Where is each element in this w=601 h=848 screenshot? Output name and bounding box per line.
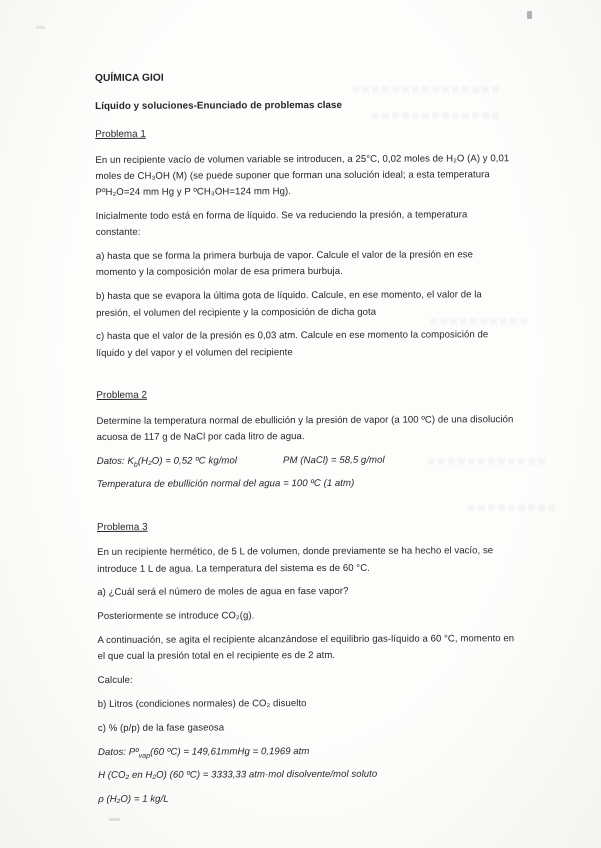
problema-3-heading: Problema 3 bbox=[96, 521, 148, 533]
p3-continuacion: A continuación, se agita el recipiente alcanzándose el equilibrio gas-líquido a 60 °C, momento en el que cual la presión total en el recipiente es de 2 atm. bbox=[97, 633, 515, 663]
p3-intro: En un recipiente hermético, de 5 L de volumen, donde previamente se ha hecho el vacío, se introduce 1 L de agua. La temperatura del sistema es de 60 °C. bbox=[97, 545, 494, 575]
section-problema-2 bbox=[96, 386, 513, 494]
p3-datos-line bbox=[98, 743, 515, 761]
p1-item-b: b) hasta que se evapora la última gota de líquido. Calcule, en ese momento, el valor de la presión, el volumen del recipiente y la composición de dicha gota bbox=[95, 289, 482, 319]
doc-title: QUÍMICA GIOI bbox=[95, 72, 164, 84]
p3-datos-densidad: ρ (H₂O) = 1 kg/L bbox=[98, 793, 169, 806]
problema-1-heading: Problema 1 bbox=[95, 128, 146, 140]
page-content bbox=[95, 68, 515, 816]
p2-datos-line bbox=[97, 452, 514, 470]
p3-datos-pvap-rest: (60 ºC) = 149,61mmHg = 0,1969 atm bbox=[150, 745, 310, 758]
p3-item-b: b) Litros (condiciones normales) de CO₂ disuelto bbox=[97, 698, 307, 710]
section-problema-3 bbox=[97, 518, 515, 809]
p3-posteriormente: Posteriormente se introduce CO₂(g). bbox=[97, 610, 255, 623]
scan-artifact bbox=[36, 26, 45, 29]
p3-calcule: Calcule: bbox=[97, 674, 133, 687]
p3-item-c: c) % (p/p) de la fase gaseosa bbox=[97, 722, 225, 734]
p1-item-a: a) hasta que se forma la primera burbuja de vapor. Calcule el valor de la presión en ese momento y la composición molar de esa primera burbuja. bbox=[95, 249, 474, 279]
p1-constante: Inicialmente todo está en forma de líquido. Se va reduciendo la presión, a temperatura constante: bbox=[95, 209, 468, 239]
p2-datos-kb-rest: (H₂O) = 0,52 ºC kg/mol bbox=[137, 455, 238, 467]
scan-artifact bbox=[527, 11, 532, 19]
p2-intro: Determine la temperatura normal de ebullición y la presión de vapor (a 100 ºC) de una disolución acuosa de 117 g de NaCl por cada litro de agua. bbox=[96, 413, 514, 443]
p2-temp-ebullicion: Temperatura de ebullición normal del agua = 100 ºC (1 atm) bbox=[96, 478, 355, 491]
p1-intro: En un recipiente vacío de volumen variable se introducen, a 25°C, 0,02 moles de H₂O (A) y 0,01 moles de CH₃OH (M) (se puede suponer que forman una solución ideal; a esta temperatura PºH₂O=24 mm Hg y P ºCH₃OH=124 mm Hg). bbox=[95, 152, 510, 199]
section-problema-1 bbox=[95, 125, 513, 362]
problema-2-heading: Problema 2 bbox=[96, 389, 148, 401]
p3-datos-pvap-prefix: Datos: Pº bbox=[97, 746, 139, 758]
scan-artifact bbox=[109, 818, 120, 821]
p1-item-c: c) hasta que el valor de la presión es 0,03 atm. Calcule en ese momento la composición de líquido y del vapor y el volumen del recipiente bbox=[96, 329, 489, 359]
doc-subtitle: Líquido y soluciones-Enunciado de problemas clase bbox=[95, 100, 343, 113]
p2-datos-kb-sub: b bbox=[133, 461, 138, 469]
p3-item-a: a) ¿Cuál será el número de moles de agua en fase vapor? bbox=[97, 586, 349, 599]
p2-datos-kb-prefix: Datos: K bbox=[96, 455, 134, 467]
p3-datos-henry: H (CO₂ en H₂O) (60 ºC) = 3333,33 atm·mol disolvente/mol soluto bbox=[98, 769, 378, 782]
p2-datos-pm: PM (NaCl) = 58,5 g/mol bbox=[283, 454, 385, 466]
p3-datos-pvap-sub: vap bbox=[138, 752, 151, 760]
